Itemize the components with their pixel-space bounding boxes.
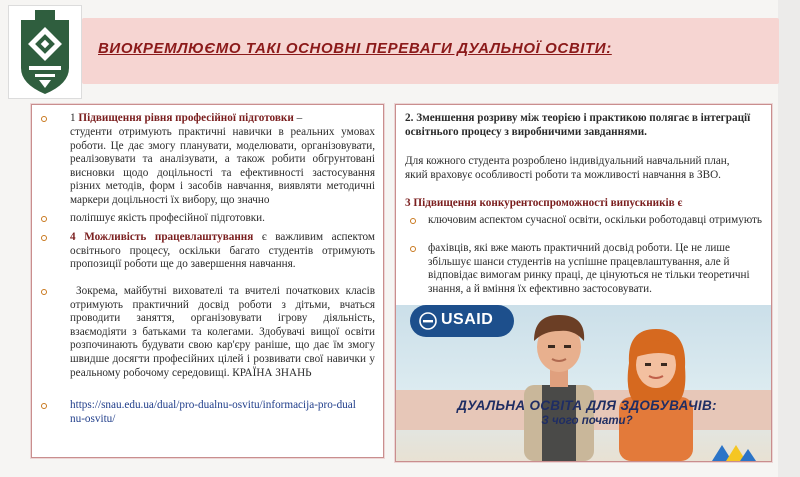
usaid-label: USAID (441, 311, 494, 328)
title-banner (82, 18, 779, 84)
female-student-illustration (601, 323, 711, 461)
logo-emblem-icon (9, 6, 81, 98)
item-1-title: Підвищення рівня професійної підготовки (78, 112, 294, 124)
item-4-title: 4 Можливість працевлаштування (70, 231, 254, 243)
item-4-paragraph (70, 231, 375, 272)
bullet-icon (41, 116, 47, 122)
video-subtitle: З чого почати? (541, 415, 633, 427)
university-logo (8, 5, 82, 99)
bullet-icon (41, 216, 47, 222)
item-2-description: Для кожного студента розроблено індивідуальний навчальний план, який враховує особливості роботи та можливості навчання в ЗВО. (405, 155, 730, 181)
bullet-icon (410, 246, 416, 252)
item-1-text: студенти отримують практичні навички в реальних умовах роботи. Це дає змогу планувати, моделювати, організовувати, реалізовувати та аналізувати, а також робити обгрунтовані висновки щодо доцільності та ефективності застосування різних методів, форм і засобів навчання, виявляти методичні маркери доцільності їх вибору, що значно (70, 126, 375, 206)
slide-title: ВИОКРЕМЛЮЄМО ТАКІ ОСНОВНІ ПЕРЕВАГИ ДУАЛЬНОЇ ОСВІТИ: (98, 40, 612, 57)
item-3-heading: 3 Підвищення конкурентоспроможності випускників є (405, 197, 683, 209)
source-link[interactable]: https://snau.edu.ua/dual/pro-dualnu-osvitu/informacija-pro-dualnu-osvitu/ (70, 399, 356, 425)
right-panel (395, 104, 772, 462)
item-2-text: поліпшує якість професійної підготовки. (70, 212, 265, 224)
item-2-heading: 2. Зменшення розриву між теорією і практикою полягає в інтеграції освітнього процесу з виробничими завданнями. (405, 112, 751, 138)
bullet-icon (410, 218, 416, 224)
male-student-illustration (504, 305, 614, 461)
usaid-badge (410, 305, 514, 337)
bullet-icon (41, 403, 47, 409)
usaid-seal-icon (419, 312, 437, 330)
bullet-icon (41, 235, 47, 241)
item-3-bullet-2: фахівців, які вже мають практичний досвід роботи. Це не лише збільшує шанси студентів на успішне працевлаштування, але й відповідає вимогам ринку праці, де цінуються не тільки теоретичні знання, а й вміння їх ефективно застосовувати. (428, 242, 750, 295)
bullet-icon (41, 289, 47, 295)
project-logo-icon (708, 441, 758, 461)
item-1-dash: – (293, 112, 303, 124)
item-4-text: є важливим аспектом освітнього процесу, оскільки багато студентів отримують пропозиції роботи ще до завершення навчання. (70, 231, 375, 271)
left-panel (31, 104, 384, 458)
item-3-bullet-1: ключовим аспектом сучасної освіти, оскільки роботодавці отримують (428, 214, 763, 226)
video-preview[interactable] (396, 305, 771, 461)
item-5-text: Зокрема, майбутні вихователі та вчителі початкових класів отримують практичний досвід роботи з дітьми, вчаться проводити заняття, організовувати ігрову діяльність, взаємодіяти з батьками та колегами. Здобувачі вищої освіти розпочинають будувати свою кар'єру раніше, що дає їм змогу швидше досягти професійних цілей і розвивати свої навички у реальному робочому середовищі. КРАЇНА ЗНАНЬ (70, 285, 375, 379)
video-title: ДУАЛЬНА ОСВІТА ДЛЯ ЗДОБУВАЧІВ: (457, 398, 717, 413)
item-1-heading (70, 112, 375, 126)
window-edge (778, 0, 800, 477)
item-1-number: 1 (70, 112, 79, 124)
